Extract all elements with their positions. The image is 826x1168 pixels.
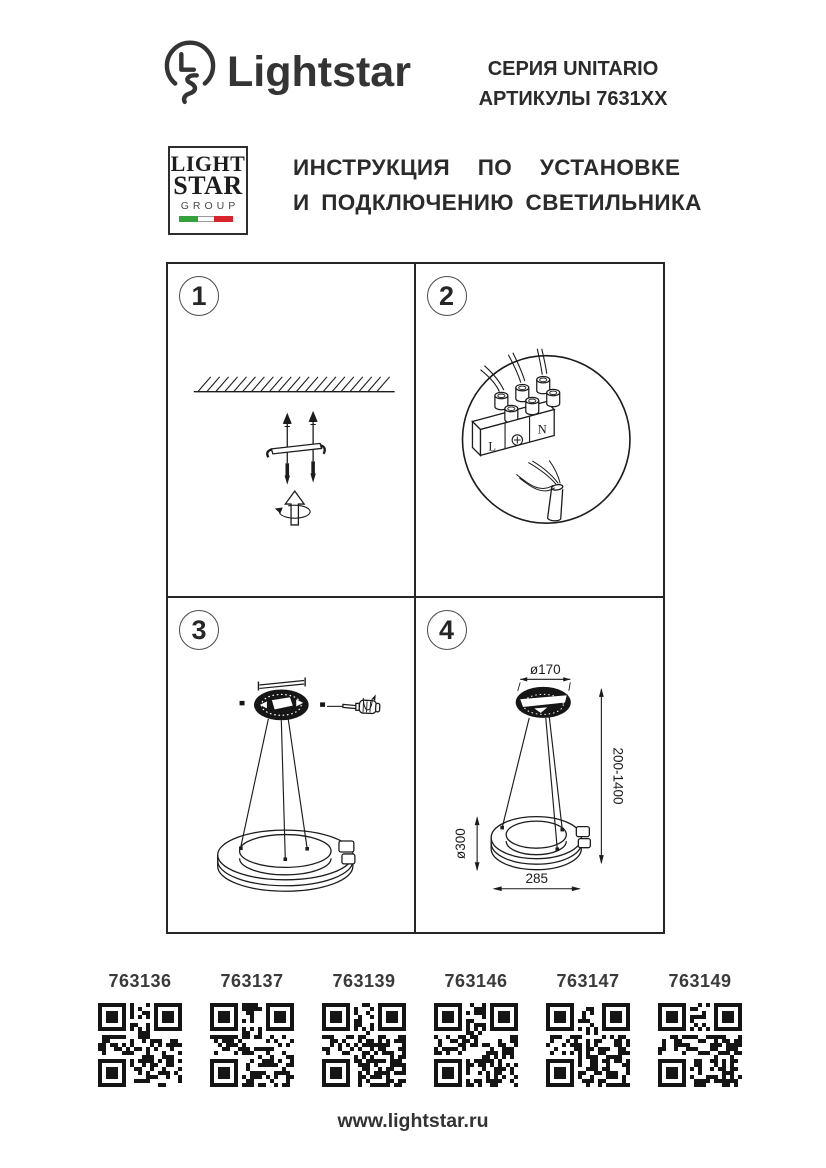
qr-item [656,971,744,1092]
step-1-panel [168,264,416,598]
qr-item [320,971,408,1092]
lightstar-group-logo [168,146,248,235]
document-title [293,155,702,216]
series-articles [468,54,678,114]
canopy [515,687,570,718]
dim-canopy-diameter-label: ø170 [529,661,561,677]
qr-code [546,1003,630,1087]
step-number-badge [179,276,219,316]
flag-white [198,216,214,222]
website-url: www.lightstar.ru [337,1110,489,1132]
dim-ring-diameter [474,816,479,871]
step-1-number: 1 [191,280,207,311]
screwdriver [327,694,380,714]
article-number: 763136 [108,971,172,991]
step-4-number: 4 [438,614,455,645]
italian-flag-bar [179,216,237,222]
terminal-label-live: L [487,439,496,454]
dim-overall-width [492,886,580,891]
article-number: 763147 [556,971,620,991]
group-logo-light: LIGHT [170,151,246,176]
articles-line: АРТИКУЛЫ 7631XX [478,88,668,110]
supply-cable [516,460,563,520]
qr-code-row [96,971,744,1092]
dim-suspension-height [598,688,603,864]
ring-luminaire [218,830,355,891]
article-number: 763149 [668,971,732,991]
step-number-badge [427,276,467,316]
flag-green [179,216,198,222]
qr-item [208,971,296,1092]
step-4-panel [416,598,664,932]
article-number: 763137 [220,971,284,991]
step-2-number: 2 [438,280,455,311]
article-number: 763146 [444,971,508,991]
step-number-badge [427,610,467,650]
bracket-bar [258,678,305,691]
qr-code [434,1003,518,1087]
dim-overall-width-label: 285 [524,871,548,887]
qr-code [322,1003,406,1087]
qr-code [98,1003,182,1087]
series-line: СЕРИЯ UNITARIO [487,58,659,80]
terminal-label-neutral: N [537,422,547,437]
steps-grid [166,262,665,934]
suspension-cables [502,717,562,849]
step-3-panel [168,598,416,932]
dim-suspension-height-label: 200-1400 [609,747,625,805]
title-line-1: ИНСТРУКЦИЯ ПО УСТАНОВКЕ [293,155,681,180]
title-line-2: И ПОДКЛЮЧЕНИЮ СВЕТИЛЬНИКА [293,190,702,215]
step-3-number: 3 [191,614,207,645]
canopy [240,689,325,720]
brand-wordmark: Lightstar [227,48,411,96]
lightstar-bulb-icon [160,36,220,136]
article-number: 763139 [332,971,396,991]
ring-luminaire [491,817,590,870]
suspension-cables [241,719,308,859]
qr-item [544,971,632,1092]
qr-item [432,971,520,1092]
qr-code [658,1003,742,1087]
step-2-panel [416,264,664,598]
screw-in-direction-arrow [275,491,310,525]
step-number-badge [179,610,219,650]
flag-red [214,216,233,222]
group-logo-star: STAR [173,171,243,200]
mounting-bracket [267,443,325,457]
ceiling-hatch [198,377,390,392]
group-logo-group: GROUP [180,200,240,212]
qr-item [96,971,184,1092]
qr-code [210,1003,294,1087]
dim-ring-diameter-label: ø300 [452,828,468,860]
